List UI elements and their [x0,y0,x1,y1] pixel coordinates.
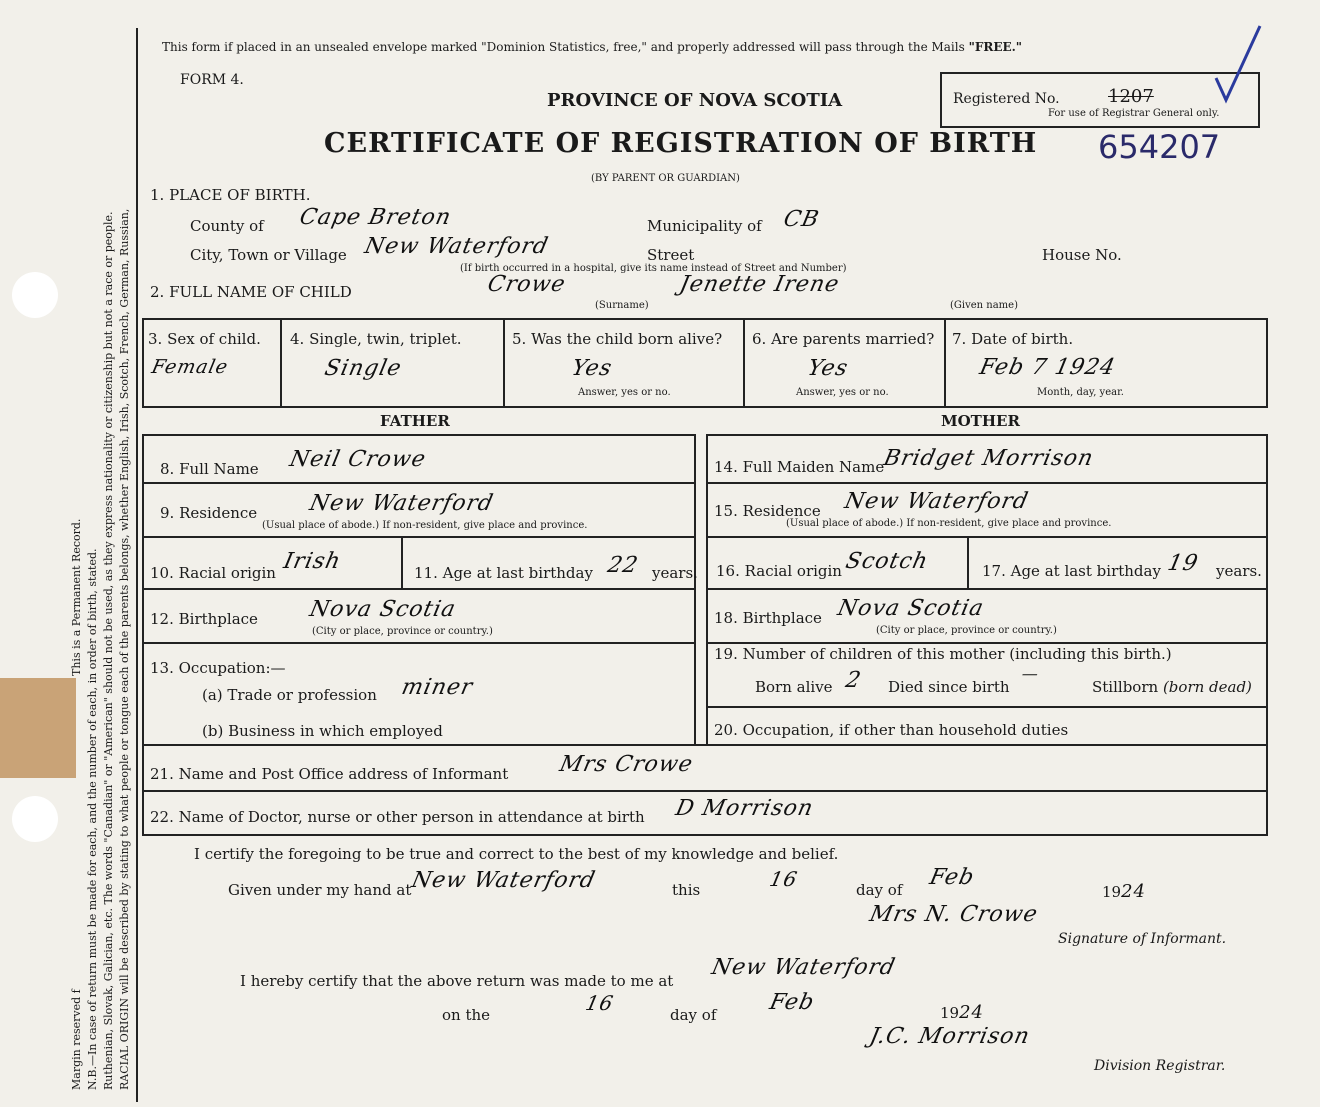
married-note: Answer, yes or no. [796,387,889,398]
father-racial-label: 10. Racial origin [150,564,276,582]
surname-note: (Surname) [595,300,649,311]
mother-racial-label: 16. Racial origin [716,562,842,580]
registrar-place-value: New Waterford [709,955,898,980]
mother-birthplace-note: (City or place, province or country.) [876,625,1057,636]
mother-occupation-label: 20. Occupation, if other than household duties [714,721,1069,739]
checkmark-icon [1208,20,1268,110]
form-number: FORM 4. [180,72,244,88]
father-racial-value: Irish [281,549,344,574]
mother-children-label: 19. Number of children of this mother (including this birth.) [714,645,1172,663]
registered-number: 1207 [1108,86,1154,107]
punch-hole-top [12,272,58,318]
margin-note-4: Margin reserved f [70,989,83,1090]
father-occupation-label: 13. Occupation:— [150,659,286,677]
county-value: Cape Breton [297,205,454,230]
certify-text: I certify the foregoing to be true and correct to the best of my knowledge and belief. [194,845,839,863]
reg-month-value: Feb [767,990,817,1015]
reg-year-label: 1924 [940,1002,984,1023]
informant-label: 21. Name and Post Office address of Informant [150,765,509,783]
on-the-label: on the [442,1006,491,1024]
mother-abode-note: (Usual place of abode.) If non-resident, give place and province. [786,518,1112,529]
doctor-label: 22. Name of Doctor, nurse or other person in attendance at birth [150,808,645,826]
mother-residence-value: New Waterford [842,489,1031,514]
mailing-notice: This form if placed in an unsealed envelope marked "Dominion Statistics, free," and properly addressed will pass through the Mails "FREE." [162,40,1023,54]
day-of-label: day of [856,881,903,899]
alive-note: Answer, yes or no. [578,387,671,398]
registrar-general-note: For use of Registrar General only. [1048,108,1220,119]
city-value: New Waterford [362,234,551,259]
child-surname: Crowe [485,272,569,297]
given-place-value: New Waterford [409,868,598,893]
registrar-signature-label: Division Registrar. [1094,1058,1226,1074]
year-label: 1924 [1102,881,1146,902]
father-abode-note: (Usual place of abode.) If non-resident, give place and province. [262,520,588,531]
father-trade-value: miner [399,675,476,700]
dob-note: Month, day, year. [1037,387,1124,398]
certificate-subtitle: (BY PARENT OR GUARDIAN) [591,173,740,184]
municipality-value: CB [781,207,822,232]
mother-age-value: 19 [1165,551,1201,576]
father-residence-label: 9. Residence [160,504,258,522]
father-age-label: 11. Age at last birthday [414,564,593,582]
margin-note-2: Ruthenian, Slovak, Galician, etc. The words "Canadian" or "American" should not be used, as they express nationality or citizenship but not a race or people. [102,211,115,1090]
dob-label: 7. Date of birth. [952,330,1074,348]
sex-label: 3. Sex of child. [148,330,261,348]
certificate-title: CERTIFICATE OF REGISTRATION OF BIRTH [324,128,1038,159]
place-section-label: 1. PLACE OF BIRTH. [150,186,311,204]
mother-racial-value: Scotch [843,549,931,574]
child-name-label: 2. FULL NAME OF CHILD [150,283,352,301]
child-given-name: Jenette Irene [677,272,842,297]
father-birthplace-note: (City or place, province or country.) [312,626,493,637]
died-value: — [1019,664,1042,683]
given-under-label: Given under my hand at [228,881,412,899]
mother-name-value: Bridget Morrison [881,446,1096,471]
city-label: City, Town or Village [190,246,347,264]
sex-value: Female [149,356,231,378]
married-value: Yes [805,356,851,381]
tape-patch [0,678,76,778]
married-label: 6. Are parents married? [752,330,935,348]
street-label: Street [647,246,695,264]
father-birthplace-label: 12. Birthplace [150,610,258,628]
born-alive-label: Born alive [755,678,833,696]
house-label: House No. [1042,246,1122,264]
informant-value: Mrs Crowe [557,752,696,777]
day-value: 16 [767,867,801,891]
mother-age-label: 17. Age at last birthday [982,562,1161,580]
margin-note-5: This is a Permanent Record. [70,518,83,676]
alive-value: Yes [569,356,615,381]
dob-value: Feb 7 1924 [977,355,1118,380]
hospital-note: (If birth occurred in a hospital, give its name instead of Street and Number) [460,263,847,274]
father-trade-label: (a) Trade or profession [202,686,377,704]
informant-signature: Mrs N. Crowe [867,902,1041,927]
plurality-label: 4. Single, twin, triplet. [290,330,462,348]
mother-heading: MOTHER [941,412,1020,430]
alive-label: 5. Was the child born alive? [512,330,723,348]
died-label: Died since birth [888,678,1010,696]
doctor-value: D Morrison [673,796,816,821]
father-age-value: 22 [605,553,641,578]
this-label: this [672,881,701,899]
mother-birthplace-value: Nova Scotia [835,596,987,621]
father-residence-value: New Waterford [307,491,496,516]
registrar-certify-text: I hereby certify that the above return was made to me at [240,972,674,990]
mother-years-label: years. [1216,562,1262,580]
mother-residence-label: 15. Residence [714,502,821,520]
margin-note-3: N.B.—In case of return must be made for each, and the number of each, in order of birth, stated. [86,548,99,1090]
stillborn-label: Stillborn (born dead) [1092,678,1252,696]
month-value: Feb [927,865,977,890]
county-label: County of [190,217,264,235]
registrar-signature: J.C. Morrison [867,1024,1033,1049]
father-business-label: (b) Business in which employed [202,722,443,740]
registered-label: Registered No. [953,91,1060,107]
father-heading: FATHER [380,412,450,430]
punch-hole-bottom [12,796,58,842]
mother-name-label: 14. Full Maiden Name [714,458,885,476]
mother-birthplace-label: 18. Birthplace [714,609,822,627]
father-name-value: Neil Crowe [287,447,429,472]
informant-signature-label: Signature of Informant. [1058,931,1227,947]
municipality-label: Municipality of [647,217,762,235]
born-alive-value: 2 [843,668,864,693]
reg-day-value: 16 [583,991,617,1015]
plurality-value: Single [322,356,405,381]
reg-day-of-label: day of [670,1006,717,1024]
father-name-label: 8. Full Name [160,460,259,478]
province-title: PROVINCE OF NOVA SCOTIA [547,90,843,111]
margin-note-1: RACIAL ORIGIN will be described by stating to what people or tongue each of the parents belongs, whether English, Irish, Scotch, French, German, Russian, [118,208,131,1090]
father-birthplace-value: Nova Scotia [307,597,459,622]
given-note: (Given name) [950,300,1018,311]
stamp-number: 654207 [1098,128,1221,166]
father-years-label: years. [652,564,698,582]
